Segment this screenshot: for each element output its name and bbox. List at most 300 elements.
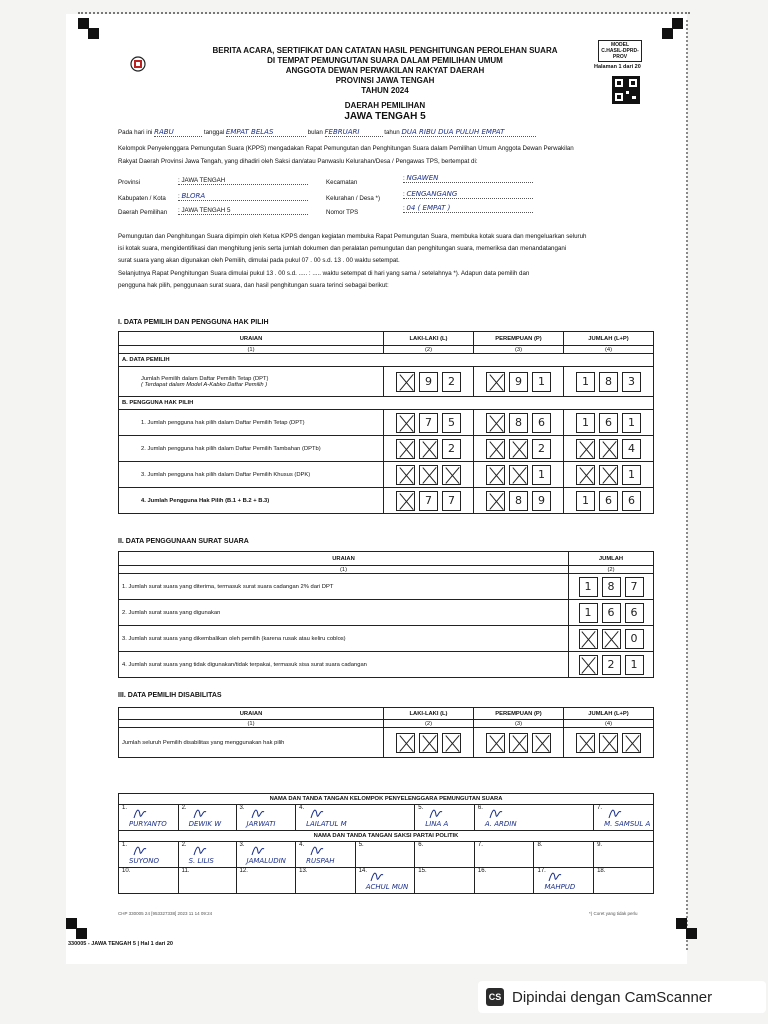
digit-box: 6 bbox=[532, 413, 551, 433]
signature-cell bbox=[296, 868, 356, 894]
female-cell bbox=[474, 488, 564, 514]
col-header: PEREMPUAN (P) bbox=[474, 708, 564, 720]
digit-group bbox=[567, 439, 650, 459]
col-number: (3) bbox=[474, 720, 564, 728]
signature-number: 4. bbox=[299, 805, 305, 811]
digit-box: 8 bbox=[599, 372, 618, 392]
digit-box: 8 bbox=[602, 577, 621, 597]
female-cell bbox=[474, 367, 564, 397]
signature-number: 14. bbox=[358, 868, 368, 874]
header-line: DI TEMPAT PEMUNGUTAN SUARA DALAM PEMILIHAN UMUM bbox=[267, 56, 503, 65]
total-cell bbox=[564, 367, 654, 397]
digit-group bbox=[477, 372, 560, 392]
digit-box: 1 bbox=[622, 413, 641, 433]
signature-number: 1. bbox=[122, 842, 128, 848]
procedure-line: isi kotak suara, mengidentifikasi dan menghitung jenis serta jumlah dokumen dan peralatan pemungutan dan penghitungan suara, memeriksa dan menandatangani bbox=[118, 245, 567, 252]
section-a-title: A. DATA PEMILIH bbox=[119, 354, 654, 367]
digit-box: 2 bbox=[442, 439, 461, 459]
signature-scribble bbox=[489, 806, 503, 820]
male-cell bbox=[384, 462, 474, 488]
document-header bbox=[190, 46, 580, 123]
signature-cell bbox=[415, 868, 475, 894]
crossed-digit-box bbox=[486, 491, 505, 511]
signature-cell bbox=[296, 805, 415, 831]
total-cell bbox=[569, 600, 654, 626]
intro-paragraph: Rakyat Daerah Provinsi Jawa Tengah, yang dihadiri oleh Saksi dan/atau Panwaslu Kelurahan/Desa / Pengawas TPS, bertempat di: bbox=[118, 158, 478, 165]
qr-code-icon bbox=[612, 76, 640, 104]
dapil-text: JAWA TENGAH 5 bbox=[181, 207, 231, 214]
signatory-name: JAMALUDIN bbox=[246, 857, 286, 865]
signature-number: 18. bbox=[597, 868, 606, 874]
signature-number: 16. bbox=[477, 868, 487, 874]
digit-box: 9 bbox=[509, 372, 528, 392]
section-b-title: B. PENGGUNA HAK PILIH bbox=[119, 397, 654, 410]
crossed-digit-box bbox=[396, 372, 415, 392]
saksi-signature-row bbox=[119, 842, 654, 868]
male-cell bbox=[384, 410, 474, 436]
digit-box: 3 bbox=[622, 372, 641, 392]
signature-cell bbox=[236, 805, 296, 831]
digit-group bbox=[387, 491, 470, 511]
right-edge-dots bbox=[686, 20, 688, 950]
signature-cell bbox=[474, 842, 534, 868]
ballot-usage-table bbox=[118, 551, 654, 678]
female-cell bbox=[474, 410, 564, 436]
signature-number: 11. bbox=[181, 868, 190, 874]
date-field: EMPAT BELAS bbox=[226, 129, 306, 137]
signature-cell bbox=[474, 805, 593, 831]
digit-group bbox=[572, 629, 650, 649]
signature-number: 3. bbox=[239, 842, 245, 848]
crossed-digit-box bbox=[599, 439, 618, 459]
signature-cell bbox=[594, 842, 654, 868]
signature-scribble bbox=[370, 869, 384, 883]
digit-box: 9 bbox=[532, 491, 551, 511]
crossed-digit-box bbox=[419, 439, 438, 459]
crossed-digit-box bbox=[532, 733, 551, 753]
row-label: 2. Jumlah pengguna hak pilih dalam Daftar Pemilih Tambahan (DPTb) bbox=[119, 436, 384, 462]
row-label: 3. Jumlah surat suara yang dikembalikan oleh pemilih (karena rusak atau keliru coblos) bbox=[119, 626, 569, 652]
col-header: URAIAN bbox=[119, 332, 384, 346]
signature-cell bbox=[178, 805, 236, 831]
signature-cell bbox=[119, 868, 179, 894]
digit-box: 8 bbox=[509, 491, 528, 511]
crossed-digit-box bbox=[509, 465, 528, 485]
signature-cell bbox=[119, 805, 179, 831]
signature-scribble bbox=[251, 843, 265, 857]
crossed-digit-box bbox=[579, 655, 598, 675]
col-number: (1) bbox=[119, 346, 384, 354]
table-row bbox=[119, 410, 654, 436]
male-cell bbox=[384, 728, 474, 758]
signatory-name: MAHPUD bbox=[544, 883, 576, 891]
digit-box: 2 bbox=[442, 372, 461, 392]
digit-box: 7 bbox=[419, 491, 438, 511]
crossed-digit-box bbox=[396, 439, 415, 459]
signature-scribble bbox=[251, 806, 265, 820]
header-line: ANGGOTA DEWAN PERWAKILAN RAKYAT DAERAH bbox=[285, 66, 485, 75]
digit-box: 5 bbox=[442, 413, 461, 433]
signature-scribble bbox=[133, 806, 147, 820]
crossed-digit-box bbox=[419, 733, 438, 753]
digit-group bbox=[387, 413, 470, 433]
signatory-name: SUYONO bbox=[129, 857, 159, 865]
region-title: JAWA TENGAH 5 bbox=[344, 111, 426, 122]
digit-box: 4 bbox=[622, 439, 641, 459]
crossed-digit-box bbox=[486, 372, 505, 392]
kel-text: CENGANGANG bbox=[406, 190, 458, 198]
row-label: 4. Jumlah surat suara yang tidak digunakan/tidak terpakai, termasuk sisa surat suara cadangan bbox=[119, 652, 569, 678]
crossed-digit-box bbox=[486, 439, 505, 459]
digit-box: 7 bbox=[419, 413, 438, 433]
signature-cell bbox=[178, 842, 236, 868]
signatory-name: DEWIK W bbox=[188, 820, 222, 828]
digit-box: 1 bbox=[532, 372, 551, 392]
total-cell bbox=[564, 436, 654, 462]
crossed-digit-box bbox=[576, 439, 595, 459]
digit-box: 6 bbox=[622, 491, 641, 511]
total-cell bbox=[564, 410, 654, 436]
digit-box: 7 bbox=[625, 577, 644, 597]
digit-box: 1 bbox=[622, 465, 641, 485]
digit-group bbox=[477, 439, 560, 459]
signature-cell bbox=[594, 868, 654, 894]
procedure-line: Pemungutan dan Penghitungan Suara dipimpin oleh Ketua KPPS dengan kegiatan membuka Rapat Pemungutan Suara, membuka kotak suara dan mengeluarkan seluruh bbox=[118, 233, 587, 240]
kab-value: : BLORA bbox=[178, 193, 308, 201]
table-row bbox=[119, 600, 654, 626]
signatory-name: JARWATI bbox=[246, 820, 276, 828]
crossed-digit-box bbox=[599, 465, 618, 485]
digit-box: 2 bbox=[532, 439, 551, 459]
saksi-signature-title: NAMA DAN TANDA TANGAN SAKSI PARTAI POLITIK bbox=[119, 831, 654, 842]
col-header: PEREMPUAN (P) bbox=[474, 332, 564, 346]
section-1-title: I. DATA PEMILIH DAN PENGGUNA HAK PILIH bbox=[118, 319, 269, 326]
day-field: RABU bbox=[154, 129, 202, 137]
tps-text: 04 ( EMPAT ) bbox=[406, 204, 451, 212]
header-line: TAHUN 2024 bbox=[361, 86, 409, 95]
crossed-digit-box bbox=[576, 465, 595, 485]
male-cell bbox=[384, 488, 474, 514]
col-number: (4) bbox=[564, 720, 654, 728]
digit-box: 9 bbox=[419, 372, 438, 392]
corner-mark bbox=[672, 18, 683, 29]
crossed-digit-box bbox=[486, 465, 505, 485]
dapil-label: Daerah Pemilihan bbox=[118, 209, 168, 216]
digit-group bbox=[387, 465, 470, 485]
signature-number: 13. bbox=[299, 868, 308, 874]
digit-group bbox=[572, 655, 650, 675]
digit-box: 6 bbox=[599, 491, 618, 511]
signatory-name: LINA A bbox=[425, 820, 449, 828]
signature-number: 15. bbox=[418, 868, 427, 874]
signature-number: 17. bbox=[537, 868, 546, 874]
camscanner-watermark bbox=[478, 981, 766, 1013]
region-label: DAERAH PEMILIHAN bbox=[344, 101, 426, 110]
signature-number: 6. bbox=[418, 842, 424, 848]
crossed-digit-box bbox=[622, 733, 641, 753]
kel-label: Kelurahan / Desa *) bbox=[326, 195, 380, 202]
signature-cell bbox=[594, 805, 654, 831]
saksi-signature-row bbox=[119, 868, 654, 894]
row-label: 4. Jumlah Pengguna Hak Pilih (B.1 + B.2 + B.3) bbox=[119, 488, 384, 514]
kec-label: Kecamatan bbox=[326, 179, 358, 186]
signature-cell bbox=[119, 842, 179, 868]
page-footer: 330005 - JAWA TENGAH 5 | Hal 1 dari 20 bbox=[68, 941, 173, 947]
total-cell bbox=[569, 574, 654, 600]
col-header: LAKI-LAKI (L) bbox=[384, 708, 474, 720]
intro-paragraph: Kelompok Penyelenggara Pemungutan Suara (KPPS) mengadakan Rapat Pemungutan dan Penghitungan Suara dalam Pemilihan Umum Anggota Dewan Perwakilan bbox=[118, 145, 574, 152]
section-3-title: III. DATA PEMILIH DISABILITAS bbox=[118, 692, 222, 699]
digit-box: 0 bbox=[625, 629, 644, 649]
digit-box: 7 bbox=[442, 491, 461, 511]
col-header: JUMLAH (L+P) bbox=[564, 332, 654, 346]
kel-value: : CENGANGANG bbox=[403, 191, 533, 199]
provinsi-label: Provinsi bbox=[118, 179, 141, 186]
digit-group bbox=[387, 372, 470, 392]
row-label: 1. Jumlah pengguna hak pilih dalam Daftar Pemilih Tetap (DPT) bbox=[119, 410, 384, 436]
kec-text: NGAWEN bbox=[406, 174, 439, 182]
digit-group bbox=[477, 465, 560, 485]
signature-cell bbox=[415, 805, 475, 831]
col-number: (1) bbox=[119, 720, 384, 728]
col-header: LAKI-LAKI (L) bbox=[384, 332, 474, 346]
signature-scribble bbox=[548, 869, 562, 883]
col-number: (3) bbox=[474, 346, 564, 354]
digit-box: 2 bbox=[602, 655, 621, 675]
col-header: JUMLAH bbox=[569, 552, 654, 566]
signature-cell bbox=[178, 868, 236, 894]
digit-box: 1 bbox=[576, 372, 595, 392]
signature-cell bbox=[474, 868, 534, 894]
digit-group bbox=[477, 733, 560, 753]
kab-label: Kabupaten / Kota bbox=[118, 195, 166, 202]
row-label: Jumlah seluruh Pemilih disabilitas yang menggunakan hak pilih bbox=[119, 728, 384, 758]
table-row bbox=[119, 728, 654, 758]
signature-table bbox=[118, 793, 654, 894]
signature-cell bbox=[236, 868, 296, 894]
digit-box: 1 bbox=[532, 465, 551, 485]
table-row bbox=[119, 574, 654, 600]
signature-scribble bbox=[310, 843, 324, 857]
signatory-name: LAILATUL M bbox=[306, 820, 347, 828]
crossed-digit-box bbox=[419, 465, 438, 485]
crossed-digit-box bbox=[396, 733, 415, 753]
col-number: (2) bbox=[384, 720, 474, 728]
row-label: 1. Jumlah surat suara yang diterima, termasuk surat suara cadangan 2% dari DPT bbox=[119, 574, 569, 600]
col-number: (4) bbox=[564, 346, 654, 354]
tps-label: Nomor TPS bbox=[326, 209, 359, 216]
procedure-line: pengguna hak pilih, penggunaan surat suara, dan hasil penghitungan suara terinci sebagai berikut: bbox=[118, 282, 389, 289]
signature-scribble bbox=[193, 843, 207, 857]
row-label: 3. Jumlah pengguna hak pilih dalam Daftar Pemilih Khusus (DPK) bbox=[119, 462, 384, 488]
signatory-name: M. SAMSUL A bbox=[604, 820, 651, 828]
total-cell bbox=[569, 626, 654, 652]
intro-text: tahun bbox=[384, 129, 400, 136]
total-cell bbox=[564, 488, 654, 514]
digit-group bbox=[567, 733, 650, 753]
signatory-name: PURYANTO bbox=[129, 820, 167, 828]
crossed-digit-box bbox=[602, 629, 621, 649]
total-cell bbox=[564, 462, 654, 488]
provinsi-value: : JAWA TENGAH bbox=[178, 177, 308, 185]
crossed-digit-box bbox=[442, 733, 461, 753]
camscanner-icon: CS bbox=[486, 988, 504, 1006]
intro-text: Pada hari ini bbox=[118, 129, 153, 136]
signature-number: 8. bbox=[537, 842, 543, 848]
signature-number: 2. bbox=[181, 805, 187, 811]
digit-box: 1 bbox=[625, 655, 644, 675]
signature-scribble bbox=[310, 806, 324, 820]
col-header: JUMLAH (L+P) bbox=[564, 708, 654, 720]
crossed-digit-box bbox=[509, 439, 528, 459]
female-cell bbox=[474, 728, 564, 758]
row-label-text: Jumlah Pemilih dalam Daftar Pemilih Tetap (DPT) bbox=[141, 375, 269, 382]
year-field: DUA RIBU DUA PULUH EMPAT bbox=[401, 129, 536, 137]
corner-mark bbox=[686, 928, 697, 939]
digit-group bbox=[567, 465, 650, 485]
kpps-signature-row bbox=[119, 805, 654, 831]
crossed-digit-box bbox=[579, 629, 598, 649]
intro-text: tanggal bbox=[203, 129, 225, 136]
table-row bbox=[119, 652, 654, 678]
col-header: URAIAN bbox=[119, 708, 384, 720]
signature-scribble bbox=[133, 843, 147, 857]
signature-number: 4. bbox=[299, 842, 305, 848]
digit-group bbox=[477, 413, 560, 433]
digit-box: 6 bbox=[599, 413, 618, 433]
female-cell bbox=[474, 462, 564, 488]
crossed-digit-box bbox=[599, 733, 618, 753]
signature-number: 9. bbox=[597, 842, 603, 848]
signature-cell bbox=[534, 842, 594, 868]
signature-cell bbox=[236, 842, 296, 868]
voter-data-table bbox=[118, 331, 654, 514]
corner-mark bbox=[662, 28, 673, 39]
crossed-digit-box bbox=[396, 491, 415, 511]
procedure-line: surat suara yang akan digunakan oleh Pemilih, dimulai pada pukul 07 . 00 s.d. 13 . 00 waktu setempat. bbox=[118, 257, 400, 264]
table-row bbox=[119, 488, 654, 514]
col-number: (2) bbox=[384, 346, 474, 354]
row-label bbox=[119, 367, 384, 397]
signatory-name: S. LILIS bbox=[188, 857, 214, 865]
digit-box: 8 bbox=[509, 413, 528, 433]
signatory-name: ACHUL MUN bbox=[365, 883, 409, 891]
signature-scribble bbox=[429, 806, 443, 820]
digit-group bbox=[567, 372, 650, 392]
procedure-line: Selanjutnya Rapat Penghitungan Suara dimulai pukul 13 . 00 s.d. ..... : ..... waktu setempat di hari yang sama / setelahnya *). Adapun data pemilih dan bbox=[118, 270, 530, 277]
intro-text: bulan bbox=[307, 129, 323, 136]
signature-number: 5. bbox=[358, 842, 364, 848]
digit-group bbox=[387, 439, 470, 459]
total-cell bbox=[564, 728, 654, 758]
signature-cell bbox=[534, 868, 594, 894]
footnote: *) Coret yang tidak perlu bbox=[589, 911, 638, 916]
signature-number: 7. bbox=[477, 842, 483, 848]
female-cell bbox=[474, 436, 564, 462]
row-label: 2. Jumlah surat suara yang digunakan bbox=[119, 600, 569, 626]
digit-group bbox=[387, 733, 470, 753]
table-row bbox=[119, 436, 654, 462]
header-line: PROVINSI JAWA TENGAH bbox=[335, 76, 435, 85]
signatory-name: A. ARDIN bbox=[484, 820, 517, 828]
month-field: FEBRUARI bbox=[325, 129, 383, 137]
table-row bbox=[119, 626, 654, 652]
signature-cell bbox=[296, 842, 356, 868]
crossed-digit-box bbox=[396, 413, 415, 433]
digit-box: 6 bbox=[602, 603, 621, 623]
document-code: CHP 330005 24 [953327338] 2023 11 14 09:24 bbox=[118, 911, 213, 916]
digit-box: 1 bbox=[579, 577, 598, 597]
crossed-digit-box bbox=[486, 733, 505, 753]
signature-number: 10. bbox=[122, 868, 131, 874]
crossed-digit-box bbox=[442, 465, 461, 485]
kec-value: : NGAWEN bbox=[403, 175, 533, 183]
digit-group bbox=[477, 491, 560, 511]
digit-box: 1 bbox=[579, 603, 598, 623]
signature-cell bbox=[415, 842, 475, 868]
kab-text: BLORA bbox=[181, 192, 206, 200]
signature-cell bbox=[355, 842, 415, 868]
dapil-value: : JAWA TENGAH 5 bbox=[178, 207, 308, 215]
disability-table bbox=[118, 707, 654, 758]
crossed-digit-box bbox=[509, 733, 528, 753]
top-perforation bbox=[78, 12, 690, 14]
table-row bbox=[119, 462, 654, 488]
provinsi-text: JAWA TENGAH bbox=[181, 177, 226, 184]
kpps-signature-title: NAMA DAN TANDA TANGAN KELOMPOK PENYELENGGARA PEMUNGUTAN SUARA bbox=[119, 794, 654, 805]
signatory-name: RUSPAH bbox=[306, 857, 335, 865]
camscanner-text: Dipindai dengan CamScanner bbox=[512, 988, 713, 1006]
model-badge: MODEL C.HASIL-DPRD-PROV bbox=[598, 40, 642, 62]
signature-number: 1. bbox=[122, 805, 128, 811]
page-indicator: Halaman 1 dari 20 bbox=[594, 64, 641, 70]
digit-box: 6 bbox=[625, 603, 644, 623]
col-number: (2) bbox=[569, 566, 654, 574]
digit-group bbox=[572, 577, 650, 597]
header-line: BERITA ACARA, SERTIFIKAT DAN CATATAN HASIL PENGHITUNGAN PEROLEHAN SUARA bbox=[212, 46, 558, 55]
signature-number: 12. bbox=[239, 868, 248, 874]
crossed-digit-box bbox=[576, 733, 595, 753]
corner-mark bbox=[76, 928, 87, 939]
signature-scribble bbox=[193, 806, 207, 820]
male-cell bbox=[384, 367, 474, 397]
signature-cell bbox=[355, 868, 415, 894]
tps-value: : 04 ( EMPAT ) bbox=[403, 205, 533, 213]
kpu-logo bbox=[130, 55, 146, 73]
signature-number: 3. bbox=[239, 805, 245, 811]
signature-number: 7. bbox=[597, 805, 603, 811]
intro-line bbox=[118, 129, 658, 137]
crossed-digit-box bbox=[486, 413, 505, 433]
digit-group bbox=[567, 413, 650, 433]
table-row bbox=[119, 367, 654, 397]
row-label-sub: ( Terdapat dalam Model A-Kabko Daftar Pemilih ) bbox=[141, 381, 268, 388]
col-header: URAIAN bbox=[119, 552, 569, 566]
signature-number: 6. bbox=[477, 805, 483, 811]
col-number: (1) bbox=[119, 566, 569, 574]
crossed-digit-box bbox=[396, 465, 415, 485]
male-cell bbox=[384, 436, 474, 462]
digit-box: 1 bbox=[576, 491, 595, 511]
signature-number: 2. bbox=[181, 842, 187, 848]
digit-group bbox=[567, 491, 650, 511]
signature-scribble bbox=[608, 806, 622, 820]
digit-box: 1 bbox=[576, 413, 595, 433]
corner-mark bbox=[88, 28, 99, 39]
section-2-title: II. DATA PENGGUNAAN SURAT SUARA bbox=[118, 538, 249, 545]
total-cell bbox=[569, 652, 654, 678]
signature-number: 5. bbox=[418, 805, 424, 811]
